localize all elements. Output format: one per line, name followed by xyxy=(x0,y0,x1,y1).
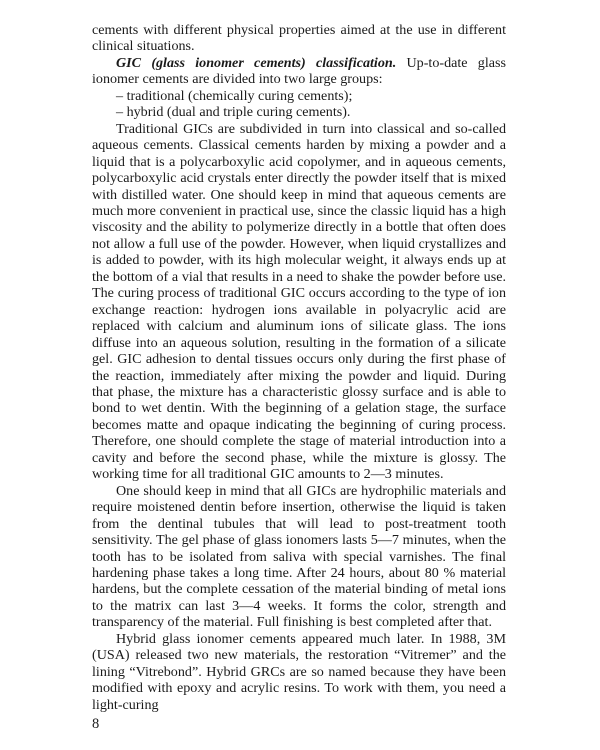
intro-paragraph: cements with different physical properties aimed at the use in different clinical situations. xyxy=(92,22,506,55)
paragraph-traditional-gic: Traditional GICs are subdivided in turn into classical and so-called aqueous cements. Classical cements harden by mixing a powder and a liquid that is a polycarboxylic acid copolymer, and in aqueous cements, polycarboxylic acid crystals enter directly the powder itself that is mixed with distilled water. One should keep in mind that aqueous cements are much more convenient in practical use, since the classic liquid has a high viscosity and the ability to polymerize directly in a bottle that often does not allow a full use of the powder. However, when liquid crystallizes and is added to powder, with its high molecular weight, it always ends up at the bottom of a vial that results in a need to shake the powder before use. The curing process of traditional GIC occurs according to the type of ion exchange reaction: hydrogen ions available in polyacrylic acid are replaced with calcium and aluminum ions of silicate glass. The ions diffuse into an aqueous solution, resulting in the formation of a silicate gel. GIC adhesion to dental tissues occurs only during the first phase of the reaction, immediately after mixing the powder and liquid. During that phase, the mixture has a characteristic glossy surface and is able to bond to wet dentin. With the beginning of a gelation stage, the surface becomes matte and opaque indicating the beginning of curing process. Therefore, one should complete the stage of material introduction into a cavity and before the second phase, while the mixture is glossy. The working time for all traditional GIC amounts to 2—3 minutes. xyxy=(92,120,506,483)
classification-paragraph xyxy=(92,55,506,88)
list-item-hybrid: – hybrid (dual and triple curing cements). xyxy=(116,104,351,121)
section-lead: Up-to-date glass ionomer cements are divided into two large groups: xyxy=(92,54,506,88)
paragraph-hydrophilic: One should keep in mind that all GICs are hydrophilic materials and require moistened dentin before insertion, otherwise the liquid is taken from the dentinal tubules that will lead to post-treatment tooth sensitivity. The gel phase of glass ionomers lasts 5—7 minutes, when the tooth has to be isolated from saliva with special varnishes. The final hardening phase takes a long time. After 24 hours, about 80 % material hardens, but the complete cessation of the material binding of metal ions to the matrix can last 3—4 weeks. It forms the color, strength and transparency of the material. Full finishing is best completed after that. xyxy=(92,482,506,631)
paragraph-hybrid-gic: Hybrid glass ionomer cements appeared much later. In 1988, 3M (USA) released two new materials, the restoration “Vitremer” and the lining “Vitrebond”. Hybrid GRCs are so named because they have been modified with epoxy and acrylic resins. To work with them, you need a light-curing xyxy=(92,630,506,713)
list-item-traditional: – traditional (chemically curing cements); xyxy=(116,87,353,104)
body-text xyxy=(92,22,506,713)
section-heading: GIC (glass ionomer cements) classification. xyxy=(116,54,397,71)
page-number: 8 xyxy=(92,716,100,732)
